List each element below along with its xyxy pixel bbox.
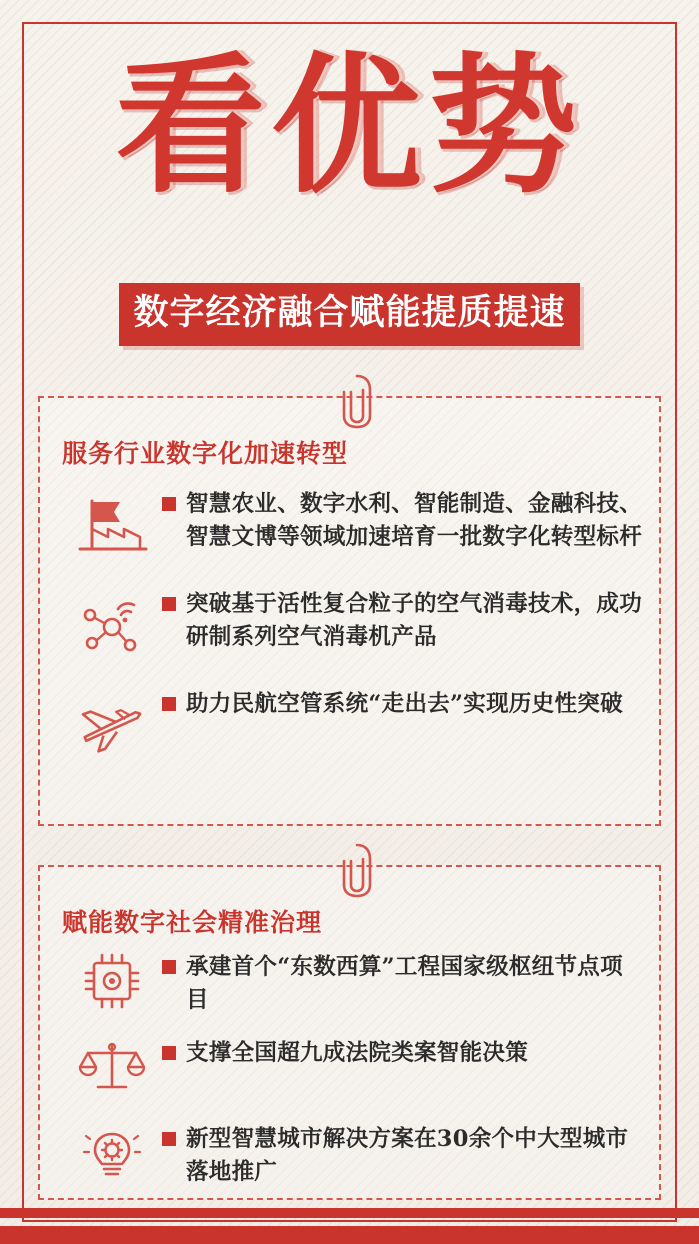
bullet-marker (162, 960, 176, 974)
list-item-text-wrap (162, 482, 643, 553)
list-item-text: 支撑全国超九成法院类案智能决策 (186, 1040, 529, 1066)
bottom-accent-bar-lower (0, 1226, 699, 1244)
list-item-text-wrap (162, 945, 643, 1016)
list-item-text-wrap (162, 582, 643, 653)
card-1-title: 服务行业数字化加速转型 (62, 439, 349, 468)
list-item-text: 智慧农业、数字水利、智能制造、金融科技、智慧文博等领域加速培育一批数字化转型标杆 (186, 491, 643, 550)
card-2-title: 赋能数字社会精准治理 (62, 908, 323, 937)
airplane-icon (62, 682, 162, 766)
list-item (40, 945, 663, 1017)
list-item-text: 承建首个“东数西算”工程国家级枢纽节点项目 (186, 954, 623, 1013)
list-item (40, 1117, 663, 1189)
section-card-2 (38, 865, 661, 1200)
page-subtitle: 数字经济融合赋能提质提速 (119, 283, 579, 346)
factory-flag-icon (62, 482, 162, 566)
molecule-wifi-icon (62, 582, 162, 666)
bullet-marker (162, 497, 176, 511)
paperclip-icon (340, 372, 374, 430)
list-item-text-wrap (162, 1031, 643, 1070)
bullet-marker (162, 697, 176, 711)
list-item (40, 482, 663, 566)
bullet-marker (162, 1132, 176, 1146)
list-item-text: 突破基于活性复合粒子的空气消毒技术，成功研制系列空气消毒机产品 (186, 591, 643, 650)
list-item (40, 582, 663, 666)
subtitle-container (0, 283, 699, 346)
page-title: 看优势 (115, 40, 584, 214)
list-item (40, 1031, 663, 1103)
list-item-text-wrap (162, 1117, 643, 1188)
cpu-chip-icon (62, 945, 162, 1017)
bottom-accent-bar-upper (0, 1208, 699, 1218)
list-item (40, 682, 663, 766)
bullet-marker (162, 1046, 176, 1060)
scales-balance-icon (62, 1031, 162, 1103)
bullet-marker (162, 597, 176, 611)
lightbulb-gear-icon (62, 1117, 162, 1189)
section-card-1 (38, 396, 661, 826)
card-2-items (40, 945, 663, 1203)
headline-container (0, 40, 699, 214)
paperclip-icon (340, 841, 374, 899)
card-1-items (40, 482, 663, 782)
list-item-text-wrap (162, 682, 643, 721)
list-item-text: 助力民航空管系统“走出去”实现历史性突破 (186, 691, 623, 717)
list-item-text: 新型智慧城市解决方案在30余个中大型城市落地推广 (186, 1126, 629, 1185)
